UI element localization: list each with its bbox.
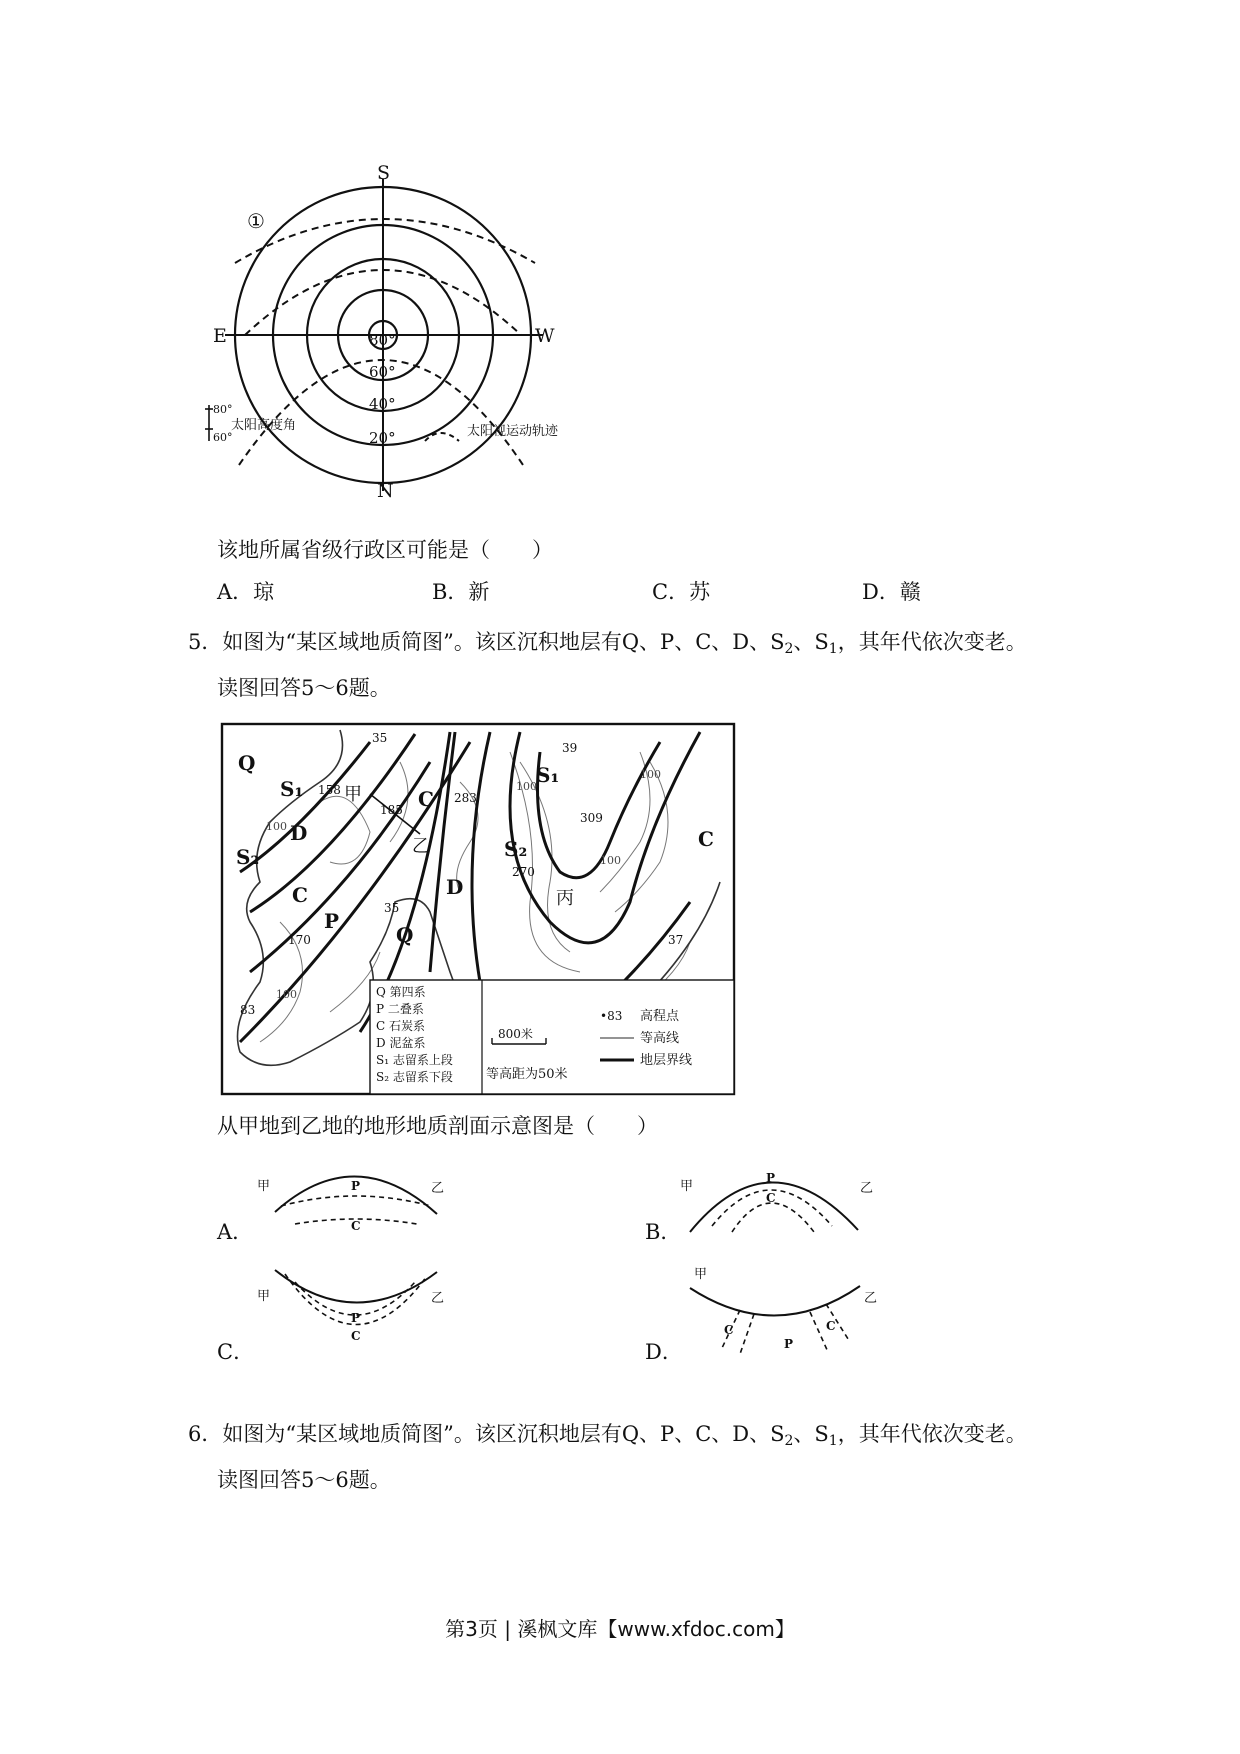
q6-stem	[188, 1420, 1027, 1455]
stratum-s2-e: S₂	[504, 837, 528, 861]
elev-158: 158	[318, 783, 341, 797]
elev-270: 270	[512, 865, 535, 879]
profile-c-jia: 甲	[257, 1289, 271, 1304]
legend-p: P 二叠系	[376, 1002, 424, 1016]
q5-option-a[interactable]: A．	[217, 1220, 254, 1244]
stratum-q-nw: Q	[238, 751, 256, 775]
profile-a-c: C	[351, 1219, 361, 1233]
q6-line2: 读图回答5～6题。	[217, 1468, 391, 1492]
q6-stem-mid: 、S	[793, 1422, 829, 1446]
profile-b-p: P	[766, 1171, 776, 1185]
stratum-q-center: Q	[396, 923, 414, 947]
legend-d: D 泥盆系	[376, 1036, 426, 1050]
profile-c-c: C	[351, 1329, 361, 1343]
q5-number: 5．	[188, 630, 223, 654]
legend-q: Q 第四系	[376, 985, 426, 999]
q6-number: 6．	[188, 1422, 223, 1446]
legend-elev-text: 高程点	[640, 1009, 680, 1024]
q6-stem-post: ，其年代依次变老。	[837, 1422, 1027, 1446]
contour-label-2: 100	[276, 988, 297, 1001]
q5-stem	[188, 628, 1027, 663]
q4-option-c[interactable]: C．苏	[652, 580, 711, 604]
sun-path-diagram	[213, 162, 565, 502]
elev-39: 39	[562, 741, 578, 755]
q4-option-a[interactable]: A．琼	[217, 580, 275, 604]
elev-83: 83	[240, 1003, 256, 1017]
legend-contour-text: 等高线	[640, 1031, 680, 1046]
stratum-d-e: D	[446, 875, 464, 899]
legend-c: C 石炭系	[376, 1019, 426, 1033]
q5-line2: 读图回答5～6题。	[217, 676, 391, 700]
profile-c[interactable]	[255, 1264, 455, 1364]
legend-altitude-label: 太阳高度角	[231, 418, 297, 433]
point-yi: 乙	[412, 836, 430, 857]
dir-south: S	[377, 162, 391, 184]
alt-label-60: 60°	[369, 363, 396, 381]
legend-path-label: 太阳视运动轨迹	[467, 424, 559, 439]
q4-option-d[interactable]: D．赣	[862, 580, 921, 604]
legend-s2: S₂ 志留系下段	[376, 1070, 453, 1084]
profile-d-c-right: C	[826, 1319, 836, 1333]
legend-scale-80: 80°	[213, 403, 233, 416]
elev-283: 283	[454, 791, 477, 805]
stratum-c-center: C	[418, 787, 434, 811]
profile-d-jia: 甲	[694, 1267, 708, 1282]
q5-option-d[interactable]: D．	[645, 1340, 683, 1364]
contour-label-4: 100	[640, 768, 661, 781]
contour-interval: 等高距为50米	[486, 1067, 568, 1082]
point-jia: 甲	[344, 784, 362, 805]
elev-35-n: 35	[372, 731, 388, 745]
elev-185: 185	[380, 803, 403, 817]
q6-sub-2: 2	[784, 1433, 794, 1449]
point-bing: 丙	[556, 888, 574, 909]
profile-a-jia: 甲	[257, 1179, 271, 1194]
profile-d-yi: 乙	[864, 1291, 878, 1306]
profile-b-yi: 乙	[860, 1181, 874, 1196]
dir-east: E	[213, 325, 227, 347]
stratum-s1-e: S₁	[536, 763, 560, 787]
profile-c-p: P	[351, 1311, 361, 1325]
profile-d-p: P	[784, 1337, 794, 1351]
alt-label-20: 20°	[369, 429, 396, 447]
legend-elev-symbol: •83	[600, 1009, 623, 1023]
legend-boundary-text: 地层界线	[640, 1053, 693, 1068]
stratum-d-w: D	[290, 821, 308, 845]
q5-question: 从甲地到乙地的地形地质剖面示意图是（ ）	[217, 1114, 658, 1138]
stratum-c-w: C	[292, 883, 308, 907]
legend-scale-60: 60°	[213, 431, 233, 444]
legend-s1: S₁ 志留系上段	[376, 1053, 453, 1067]
profile-d[interactable]	[680, 1264, 880, 1364]
elev-37: 37	[668, 933, 684, 947]
q5-sub-2: 2	[784, 641, 794, 657]
contour-label-5: 100	[600, 854, 621, 867]
stratum-c-e: C	[698, 827, 714, 851]
q5-sub-1: 1	[828, 641, 838, 657]
q5-stem-post: ，其年代依次变老。	[837, 630, 1027, 654]
elev-309: 309	[580, 811, 603, 825]
scale-label: 800米	[498, 1027, 533, 1041]
q4-stem: 该地所属省级行政区可能是（ ）	[217, 538, 553, 562]
profile-c-yi: 乙	[431, 1291, 445, 1306]
geologic-map	[220, 722, 738, 1098]
q5-option-b[interactable]: B．	[645, 1220, 682, 1244]
elev-35-s: 35	[384, 901, 400, 915]
alt-label-80: 80°	[369, 331, 396, 349]
profile-a-p: P	[351, 1179, 361, 1193]
path-marker-1: ①	[247, 209, 265, 233]
profile-b-jia: 甲	[680, 1179, 694, 1194]
q5-option-c[interactable]: C．	[217, 1340, 255, 1364]
q6-stem-pre: 如图为“某区域地质简图”。该区沉积地层有Q、P、C、D、S	[222, 1422, 785, 1446]
elev-170: 170	[288, 933, 311, 947]
alt-label-40: 40°	[369, 395, 396, 413]
profile-b[interactable]	[680, 1160, 880, 1250]
contour-label-3: 100	[516, 780, 537, 793]
q5-stem-pre: 如图为“某区域地质简图”。该区沉积地层有Q、P、C、D、S	[222, 630, 785, 654]
profile-a[interactable]	[255, 1160, 455, 1250]
q6-sub-1: 1	[828, 1433, 838, 1449]
profile-d-c-left: C	[724, 1323, 734, 1337]
contour-label-1: 100	[266, 820, 287, 833]
profile-a-yi: 乙	[431, 1181, 445, 1196]
q4-option-b[interactable]: B．新	[432, 580, 490, 604]
profile-b-c: C	[766, 1191, 776, 1205]
dir-west: W	[535, 325, 555, 347]
stratum-s2-w: S₂	[236, 845, 260, 869]
dir-north: N	[377, 480, 394, 502]
page-footer: 第3页 | 溪枫文库【www.xfdoc.com】	[445, 1617, 795, 1641]
q5-stem-mid: 、S	[793, 630, 829, 654]
stratum-s1-w: S₁	[280, 777, 304, 801]
stratum-p: P	[324, 909, 340, 933]
